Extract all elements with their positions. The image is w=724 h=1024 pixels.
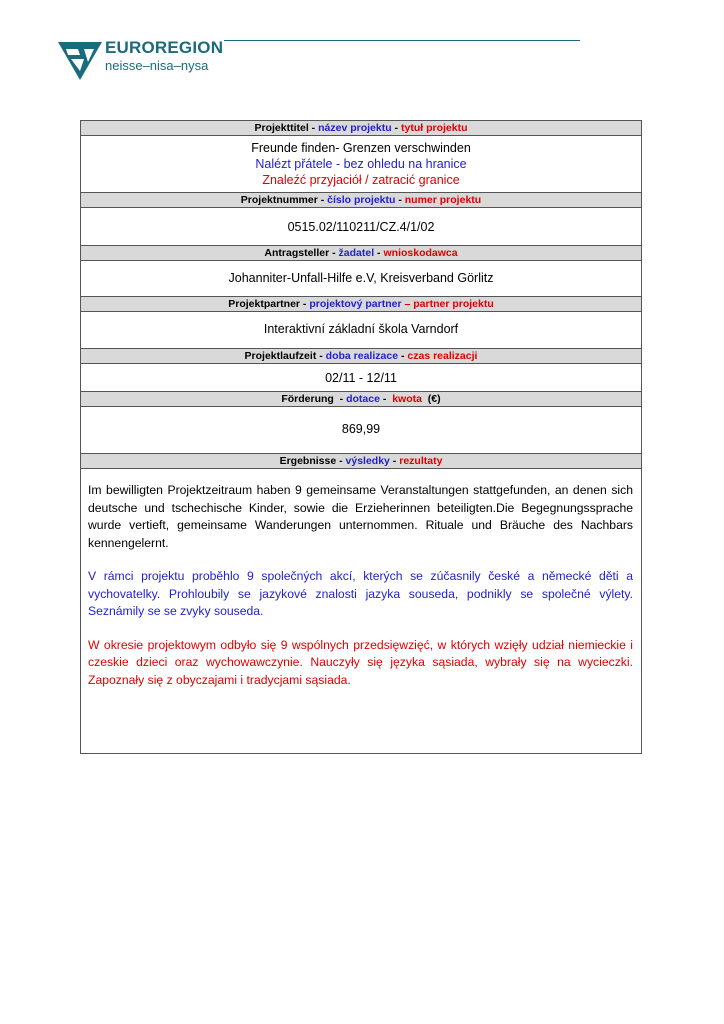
label-pl: rezultaty — [399, 455, 443, 467]
duration-header: Projektlaufzeit - doba realizace - czas realizacji — [81, 349, 641, 364]
label-pl: tytuł projektu — [400, 122, 468, 134]
partner-value: Interaktivní základní škola Varndorf — [81, 312, 641, 349]
results-text-de: Im bewilligten Projektzeitraum haben 9 gemeinsame Veranstaltungen stattgefunden, an denen sich deutsche und tschechische Kinder, sowie die Erzieherinnen beteiligten.Die Begegnungssprache wurde vertieft, gemeinsame Wanderungen unternommen. Rituale und Bräuche des Nachbars kennengelernt. — [88, 483, 633, 550]
number-header: Projektnummer - číslo projektu - numer projektu — [81, 193, 641, 208]
header-rule — [224, 40, 580, 41]
currency-unit: (€) — [427, 393, 441, 405]
label-pl: wnioskodawca — [383, 247, 458, 259]
label-cz: žadatel — [338, 247, 375, 259]
euroregion-logo — [58, 38, 258, 82]
label-de: Projekttitel — [254, 122, 309, 134]
label-pl: czas realizacji — [407, 350, 478, 362]
applicant-value: Johanniter-Unfall-Hilfe e.V, Kreisverband Görlitz — [81, 261, 641, 297]
label-cz: číslo projektu — [327, 194, 396, 206]
title-value — [81, 136, 641, 193]
label-pl: kwota — [392, 393, 422, 405]
label-de: Projektnummer — [240, 194, 318, 206]
title-value-cz: Nalézt přátele - bez ohledu na hranice — [255, 157, 467, 171]
label-cz: název projektu — [318, 122, 392, 134]
label-cz: výsledky — [345, 455, 390, 467]
results-text-cz: V rámci projektu proběhlo 9 společných akcí, kterých se zúčasnily české a německé děti a vychovatelky. Prohloubily se jazykové znalosti jazyka souseda, podnikly se společné výlety. Seznámily se se zvyky souseda. — [88, 569, 633, 618]
partner-header: Projektpartner - projektový partner – partner projektu — [81, 297, 641, 312]
label-cz: doba realizace — [325, 350, 399, 362]
logo-subtitle: neisse–nisa–nysa — [105, 58, 209, 73]
duration-value: 02/11 - 12/11 — [81, 364, 641, 392]
title-value-pl: Znaleźć przyjaciół / zatracić granice — [262, 173, 460, 187]
results-header: Ergebnisse - výsledky - rezultaty — [81, 454, 641, 469]
label-cz: dotace — [346, 393, 380, 405]
funding-value: 869,99 — [81, 407, 641, 454]
label-cz: projektový partner — [309, 298, 402, 310]
applicant-header: Antragsteller - žadatel - wnioskodawca — [81, 246, 641, 261]
title-value-de: Freunde finden- Grenzen verschwinden — [251, 141, 471, 155]
label-pl: partner projektu — [413, 298, 494, 310]
label-pl: numer projektu — [404, 194, 482, 206]
label-de: Förderung — [281, 393, 334, 405]
project-form — [80, 120, 642, 754]
results-body — [81, 469, 641, 754]
project-number-value: 0515.02/110211/CZ.4/1/02 — [81, 208, 641, 246]
label-de: Projektpartner — [228, 298, 301, 310]
logo-title: EUROREGION — [105, 38, 224, 57]
label-de: Ergebnisse — [279, 455, 337, 467]
label-de: Antragsteller — [264, 247, 330, 259]
title-header: Projekttitel - název projektu - tytuł projektu — [81, 121, 641, 136]
funding-header: Förderung - dotace - kwota (€) — [81, 392, 641, 407]
results-text-pl: W okresie projektowym odbyło się 9 wspólnych przedsięwzięć, w których wzięły udział niemieckie i czeskie dzieci oraz wychowawczynie. Nauczyły się języka sąsiada, wybrały się na wycieczki. Zapoznały się z obyczajami i tradycjami sąsiada. — [88, 637, 633, 687]
label-de: Projektlaufzeit — [244, 350, 317, 362]
euroregion-emblem-icon — [58, 40, 102, 82]
